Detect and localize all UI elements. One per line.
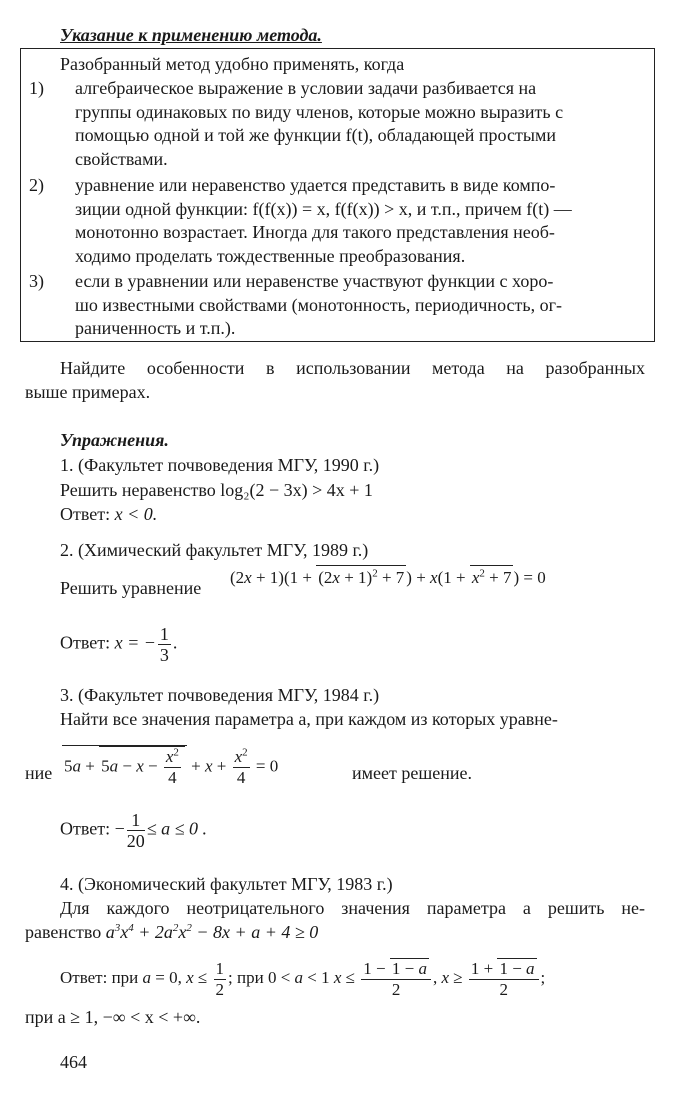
hint-intro: Разобранный метод удобно применять, когда [60,54,405,74]
exercise-4-answer-label: Ответ: при [60,967,139,987]
page-number: 464 [60,1052,87,1072]
exercise-1-answer-label: Ответ: [60,504,111,524]
exercise-4-task-prefix: равенство [25,922,102,942]
exercise-4-answer-mid-1: ; при [228,967,264,987]
exercise-4-heading: 4. (Экономический факультет МГУ, 1983 г.) [60,874,393,894]
hint-item-1-number: 1) [29,78,44,98]
exercise-1-answer [60,503,157,527]
exercise-3-task-line-1: Найти все значения параметра a, при каждом из которых уравне- [60,709,558,729]
exercise-1-answer-value: x < 0. [114,504,158,524]
exercise-4-task-line-1: Для каждого неотрицательного значения параметра a решить не- [60,898,645,918]
exercise-2-equation: $(2x + 1)(1 + (2x + 1)^2 + 7$ ) + $x(1 + x^2 + 7$ ) = 0 [230,565,546,590]
exercise-4-answer-mid-2: ; [540,967,546,987]
exercise-3-task-suffix: имеет решение. [352,763,472,783]
hint-item-3-number: 3) [29,271,44,291]
exercise-3-answer-numerator: 1 [127,810,145,831]
exercise-3-answer-rest: ≤ a ≤ 0 . [146,818,208,839]
exercise-2-answer-numerator: 1 [159,624,169,644]
note-line-2: выше примерах. [25,381,151,402]
exercise-3-answer-denominator: 20 [126,831,145,851]
exercise-4-inequality: $a^3x^4 + 2a^2x^2 - 8x + a + 4 \ge 0$ [105,922,319,942]
exercise-4-answer: Ответ: при a = 0, x ≤ $\frac{1}{2}$ ; при 0 < a < 1 x ≤ $\frac{1 - 1 - a}{2}$ , x ≥ $\frac{1 + 1 - a}{2}$ ; [60,958,546,999]
hint-item-2-line-2: зиции одной функции: f(f(x)) = x, f(f(x)) > x, и т.п., причем f(t) — [75,198,572,219]
hint-item-2 [75,174,645,268]
exercise-2-answer [60,624,177,665]
exercise-2-answer-fraction [158,624,171,665]
hint-item-1-line-1: алгебраическое выражение в условии задачи разбивается на [75,78,537,98]
exercise-4-answer-last: при a ≥ 1, −∞ < x < +∞. [25,1007,201,1027]
hint-item-2-line-1: уравнение или неравенство удается представить в виде компо- [75,175,556,195]
hint-item-3-line-1: если в уравнении или неравенстве участвуют функции с хоро- [75,271,554,291]
hint-item-2-line-3: монотонно возрастает. Иногда для такого представления необ- [75,222,555,242]
hint-item-3-line-3: раниченность и т.п.). [75,318,236,338]
exercise-4-task-line-2 [25,921,318,945]
exercise-3-heading: 3. (Факультет почвоведения МГУ, 1984 г.) [60,685,380,705]
note-paragraph [25,357,645,404]
hint-item-1-line-2: группы одинаковых по виду членов, которые можно выразить с [75,101,564,122]
hint-item-3-line-2: шо известными свойствами (монотонность, периодичность, ог- [75,294,562,315]
exercise-2-heading: 2. (Химический факультет МГУ, 1989 г.) [60,540,369,560]
exercise-1-task: Решить неравенство log₂(2 − 3x) > 4x + 1 [60,480,373,500]
hint-title: Указание к применению метода. [60,25,322,45]
note-line-1: Найдите особенности в использовании метода на разобранных [60,358,645,378]
exercise-3-answer: Ответ: − $\frac{1}{20}$ ≤ a ≤ 0 . [60,810,208,851]
hint-item-1 [75,77,645,171]
exercise-2-answer-end: . [172,632,178,653]
exercise-1-heading: 1. (Факультет почвоведения МГУ, 1990 г.) [60,455,380,475]
hint-item-1-line-3: помощью одной и той же функции f(t), обладающей простыми [75,125,556,145]
hint-item-2-line-4: ходимо проделать тождественные преобразования. [75,245,466,266]
exercises-title: Упражнения. [60,430,169,450]
exercise-2-answer-denominator: 3 [159,645,169,665]
exercise-3-answer-fraction [127,810,145,851]
exercise-2-answer-lhs: x = − [114,632,156,653]
exercise-3-answer-label: Ответ: [60,818,111,839]
hint-item-1-line-4: свойствами. [75,148,168,169]
exercise-3-equation: 5a + 5a − x − $\frac{x^2}{4}$ + x + $\frac{x^2}{4}$ = 0 [64,746,279,787]
hint-item-2-number: 2) [29,175,44,195]
exercise-2-answer-label: Ответ: [60,632,111,653]
hint-item-3 [75,270,645,341]
exercise-2-task-label: Решить уравнение [60,578,202,598]
exercise-3-task-prefix: ние [25,763,53,783]
